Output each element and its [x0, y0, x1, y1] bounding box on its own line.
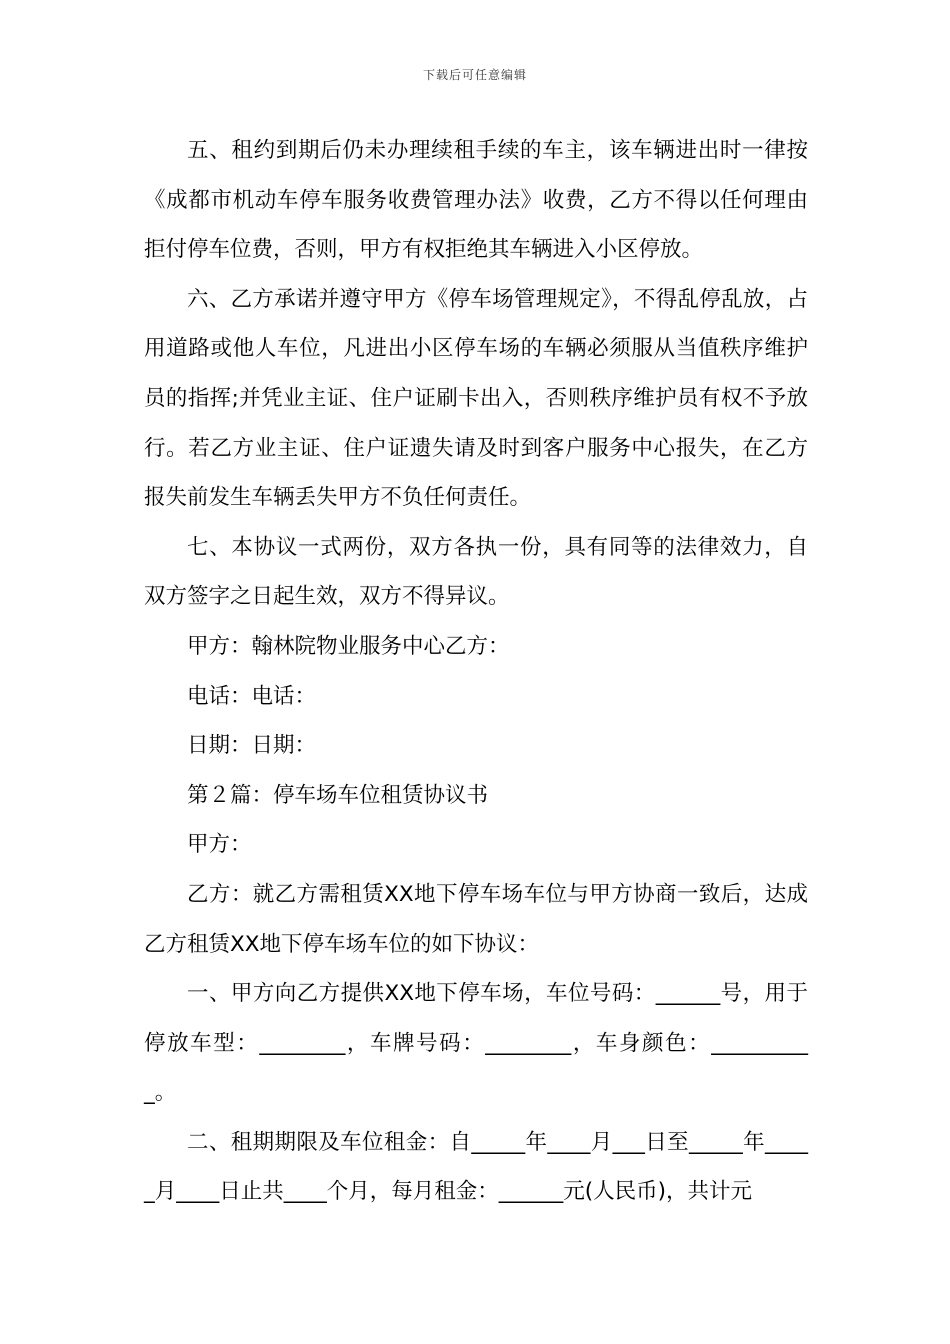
clause-7-paragraph: 七、本协议一式两份，双方各执一份，具有同等的法律效力，自双方签字之日起生效，双方不得异议。	[144, 534, 808, 610]
party-a-line: 甲方：	[187, 832, 252, 858]
clause-5-paragraph: 五、租约到期后仍未办理续租手续的车主，该车辆进出时一律按《成都市机动车停车服务收费管理办法》收费，乙方不得以任何理由拒付停车位费，否则，甲方有权拒绝其车辆进入小区停放。	[144, 138, 808, 263]
page-header: 下载后可任意编辑	[422, 68, 527, 82]
document-body	[144, 126, 808, 1217]
date-line: 日期：日期：	[187, 733, 317, 759]
party-b-intro-paragraph: 乙方：就乙方需租赁XX地下停车场车位与甲方协商一致后，达成乙方租赁XX地下停车场车位的如下协议：	[144, 881, 808, 957]
party-signature-line: 甲方：翰林院物业服务中心乙方：	[187, 633, 510, 659]
phone-line: 电话：电话：	[187, 683, 317, 709]
clause-1-paragraph: 一、甲方向乙方提供XX地下停车场，车位号码：______号，用于停放车型：________，车牌号码：________，车身颜色：__________。	[144, 981, 808, 1106]
clause-6-paragraph: 六、乙方承诺并遵守甲方《停车场管理规定》，不得乱停乱放，占用道路或他人车位，凡进出小区停车场的车辆必须服从当值秩序维护员的指挥;并凭业主证、住户证刷卡出入，否则秩序维护员有权不予放行。若乙方业主证、住户证遗失请及时到客户服务中心报失，在乙方报失前发生车辆丢失甲方不负任何责任。	[144, 286, 808, 511]
section-2-title: 第２篇：停车场车位租赁协议书	[187, 782, 489, 808]
clause-2-paragraph: 二、租期期限及车位租金：自_____年____月___日至_____年_____月____日止共____个月，每月租金：______元(人民币)，共计元	[144, 1129, 808, 1205]
